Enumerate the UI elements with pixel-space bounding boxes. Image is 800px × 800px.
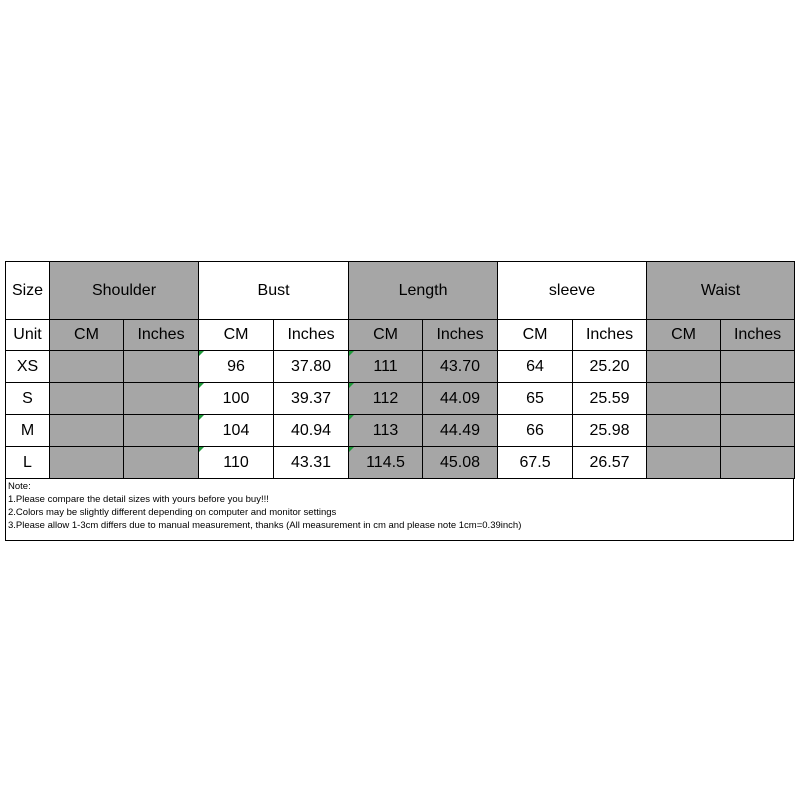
- size-label: L: [6, 447, 50, 479]
- table-cell: 113: [349, 415, 423, 447]
- table-cell: 37.80: [274, 351, 349, 383]
- table-row: [6, 351, 795, 383]
- note-line: 3.Please allow 1-3cm differs due to manual measurement, thanks (All measurement in cm and please note 1cm=0.39inch): [8, 520, 522, 531]
- table-cell: 110: [199, 447, 274, 479]
- group-header-bust: Bust: [199, 262, 349, 320]
- table-cell: 25.59: [573, 383, 647, 415]
- size-label: XS: [6, 351, 50, 383]
- unit-label: Inches: [274, 320, 349, 351]
- note-heading: Note:: [8, 481, 31, 492]
- table-cell: [721, 351, 795, 383]
- unit-header: Unit: [6, 320, 50, 351]
- unit-label: Inches: [573, 320, 647, 351]
- table-cell: [124, 447, 199, 479]
- table-cell: [124, 383, 199, 415]
- unit-label: CM: [349, 320, 423, 351]
- table-cell: 66: [498, 415, 573, 447]
- group-header-shoulder: Shoulder: [50, 262, 199, 320]
- table-cell: 67.5: [498, 447, 573, 479]
- unit-label: CM: [647, 320, 721, 351]
- table-cell: 111: [349, 351, 423, 383]
- size-label: M: [6, 415, 50, 447]
- table-cell: [50, 447, 124, 479]
- table-cell: 39.37: [274, 383, 349, 415]
- table-cell: 65: [498, 383, 573, 415]
- note-line: 1.Please compare the detail sizes with yours before you buy!!!: [8, 494, 269, 505]
- unit-label: CM: [498, 320, 573, 351]
- table-cell: 104: [199, 415, 274, 447]
- size-header: Size: [6, 262, 50, 320]
- unit-label: Inches: [124, 320, 199, 351]
- table-cell: 114.5: [349, 447, 423, 479]
- table-row: [6, 415, 795, 447]
- table-cell: 96: [199, 351, 274, 383]
- table-cell: [721, 447, 795, 479]
- table-cell: [721, 383, 795, 415]
- size-table: [5, 261, 795, 479]
- table-cell: [721, 415, 795, 447]
- unit-label: Inches: [423, 320, 498, 351]
- table-cell: 25.20: [573, 351, 647, 383]
- table-cell: 45.08: [423, 447, 498, 479]
- table-cell: 26.57: [573, 447, 647, 479]
- table-cell: [124, 351, 199, 383]
- table-cell: 25.98: [573, 415, 647, 447]
- table-cell: 100: [199, 383, 274, 415]
- table-cell: 43.31: [274, 447, 349, 479]
- table-cell: [50, 415, 124, 447]
- notes-box: [5, 479, 794, 541]
- table-row: [6, 447, 795, 479]
- group-header-waist: Waist: [647, 262, 795, 320]
- group-header-length: Length: [349, 262, 498, 320]
- table-cell: [647, 351, 721, 383]
- table-cell: [50, 383, 124, 415]
- group-header-sleeve: sleeve: [498, 262, 647, 320]
- table-cell: [124, 415, 199, 447]
- table-cell: 112: [349, 383, 423, 415]
- table-cell: [647, 383, 721, 415]
- table-cell: 43.70: [423, 351, 498, 383]
- table-cell: [50, 351, 124, 383]
- group-header-row: [6, 262, 795, 320]
- table-row: [6, 383, 795, 415]
- table-cell: [647, 415, 721, 447]
- table-cell: 40.94: [274, 415, 349, 447]
- table-cell: [647, 447, 721, 479]
- size-chart: [5, 261, 794, 541]
- unit-label: Inches: [721, 320, 795, 351]
- unit-label: CM: [50, 320, 124, 351]
- note-line: 2.Colors may be slightly different depending on computer and monitor settings: [8, 507, 337, 518]
- table-cell: 44.49: [423, 415, 498, 447]
- unit-header-row: [6, 320, 795, 351]
- size-label: S: [6, 383, 50, 415]
- table-cell: 64: [498, 351, 573, 383]
- table-cell: 44.09: [423, 383, 498, 415]
- unit-label: CM: [199, 320, 274, 351]
